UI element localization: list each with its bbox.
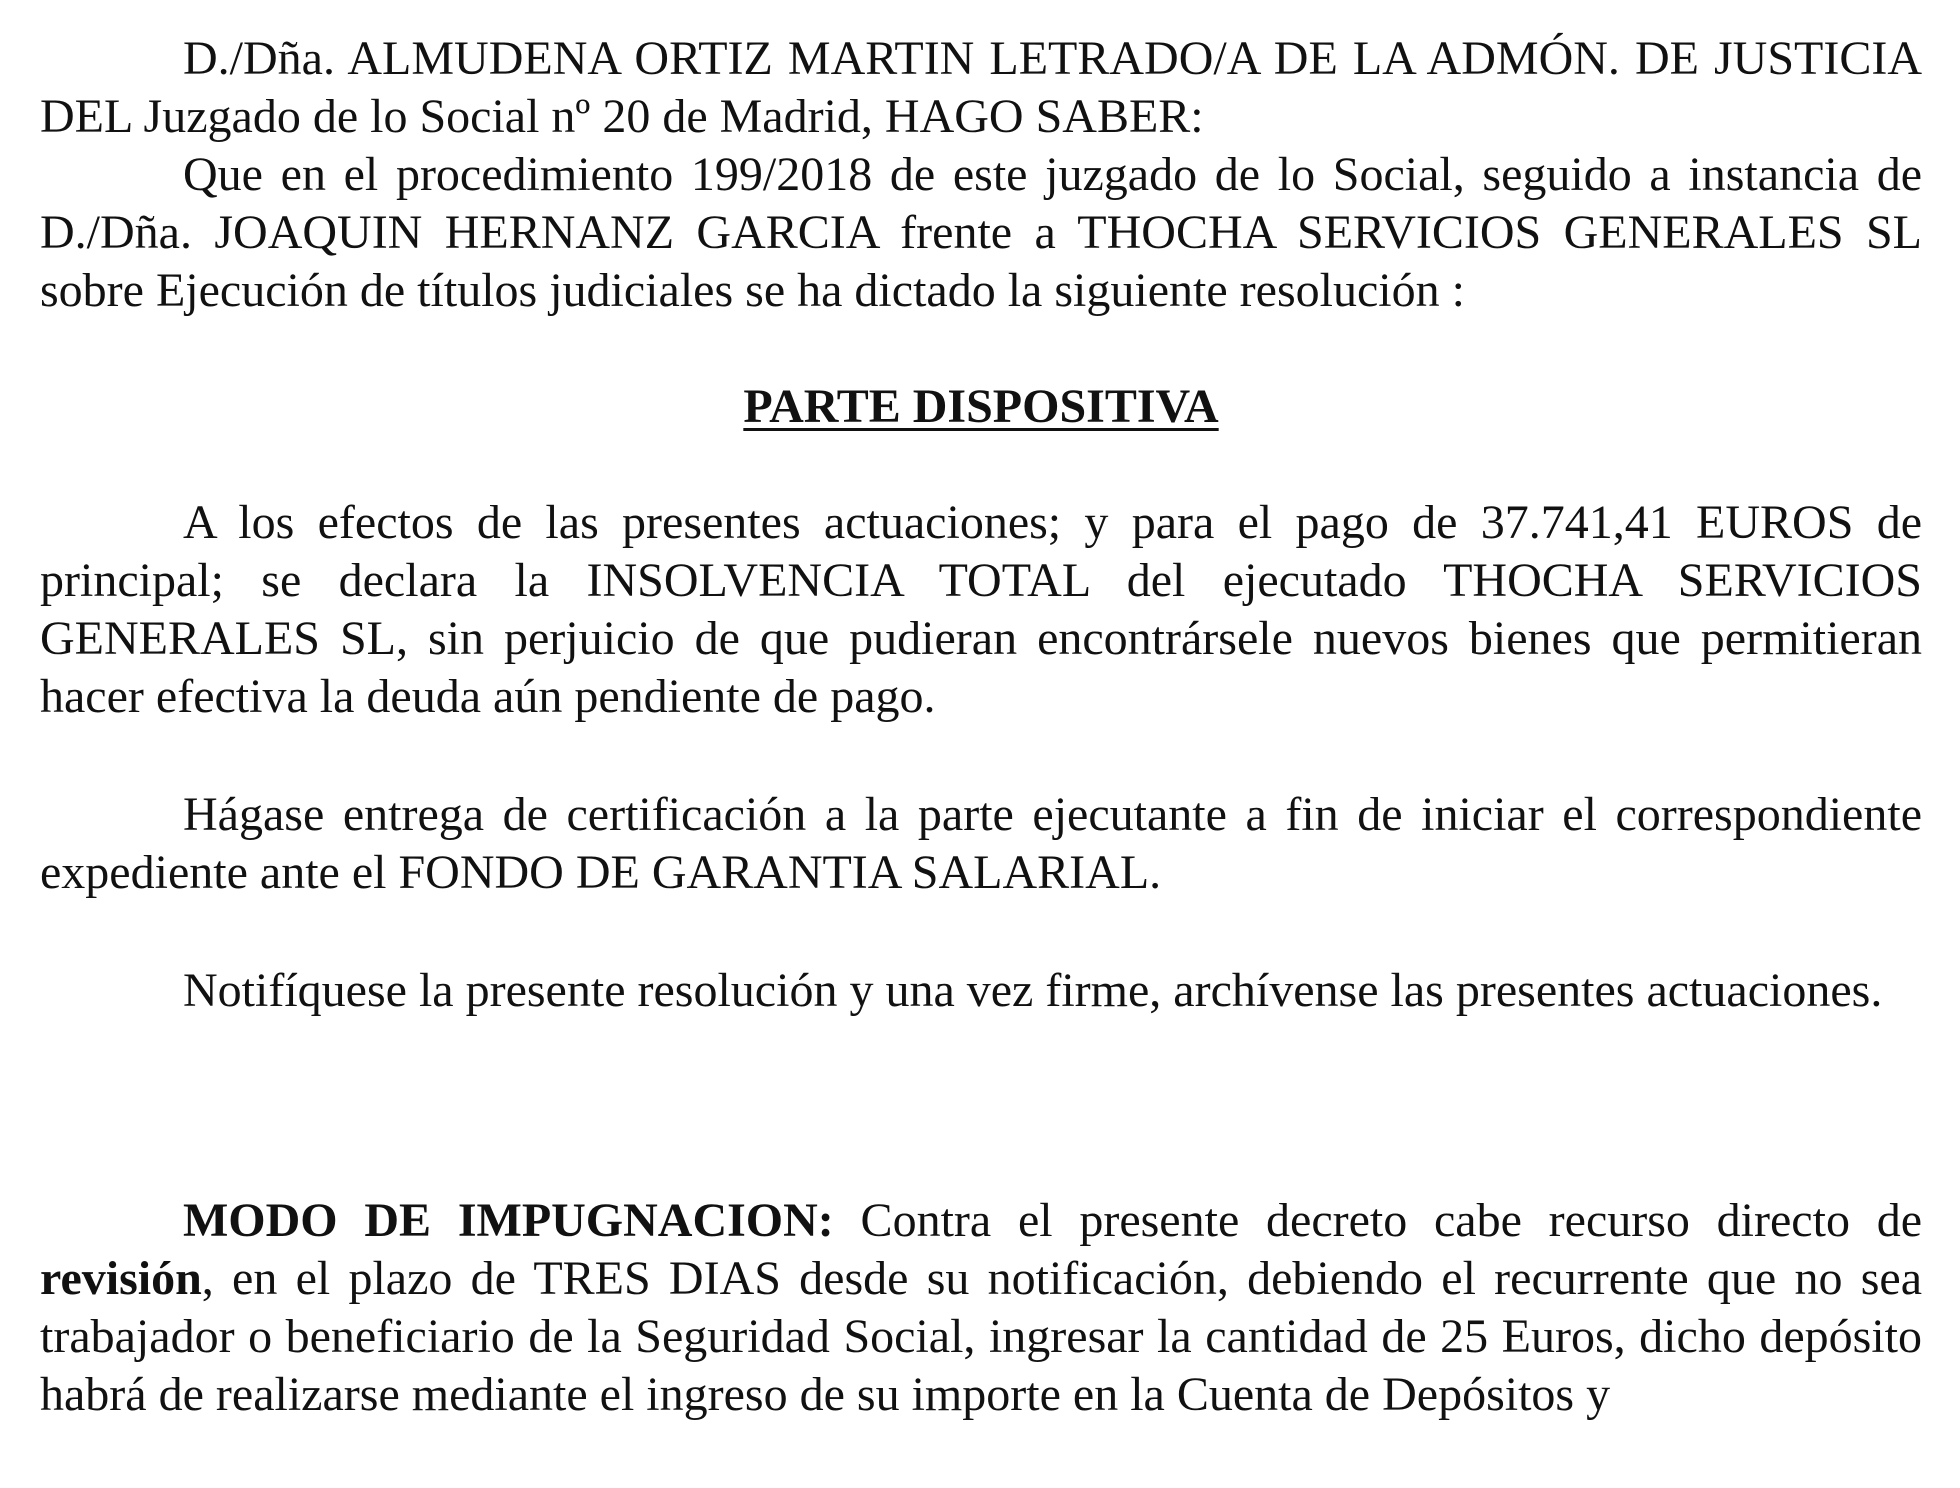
revision-word: revisión (40, 1252, 202, 1305)
document-page (40, 30, 1922, 1424)
impugnation-text-2: , en el plazo de TRES DIAS desde su notificación, debiendo el recurrente que no sea trabajador o beneficiario de la Seguridad Social, ingresar la cantidad de 25 Euros, dicho depósito habrá de realizarse mediante el ingreso de su importe en la Cuenta de Depósitos y (40, 1252, 1922, 1421)
intro-paragraph: D./Dña. ALMUDENA ORTIZ MARTIN LETRADO/A DE LA ADMÓN. DE JUSTICIA DEL Juzgado de lo Social nº 20 de Madrid, HAGO SABER: (40, 32, 1922, 143)
insolvency-paragraph: A los efectos de las presentes actuaciones; y para el pago de 37.741,41 EUROS de principal; se declara la INSOLVENCIA TOTAL del ejecutado THOCHA SERVICIOS GENERALES SL, sin perjuicio de que pudieran encontrársele nuevos bienes que permitieran hacer efectiva la deuda aún pendiente de pago. (40, 496, 1922, 723)
section-heading: PARTE DISPOSITIVA (743, 380, 1219, 433)
impugnation-paragraph (40, 1192, 1922, 1424)
notification-paragraph: Notifíquese la presente resolución y una vez firme, archívense las presentes actuaciones. (183, 964, 1883, 1017)
impugnation-label: MODO DE IMPUGNACION: (183, 1194, 834, 1247)
impugnation-text-1: Contra el presente decreto cabe recurso directo de (833, 1194, 1923, 1247)
procedure-paragraph: Que en el procedimiento 199/2018 de este juzgado de lo Social, seguido a instancia de D./Dña. JOAQUIN HERNANZ GARCIA frente a THOCHA SERVICIOS GENERALES SL sobre Ejecución de títulos judiciales se ha dictado la siguiente resolución : (40, 148, 1922, 317)
certification-paragraph: Hágase entrega de certificación a la parte ejecutante a fin de iniciar el correspondiente expediente ante el FONDO DE GARANTIA SALARIAL. (40, 788, 1922, 899)
